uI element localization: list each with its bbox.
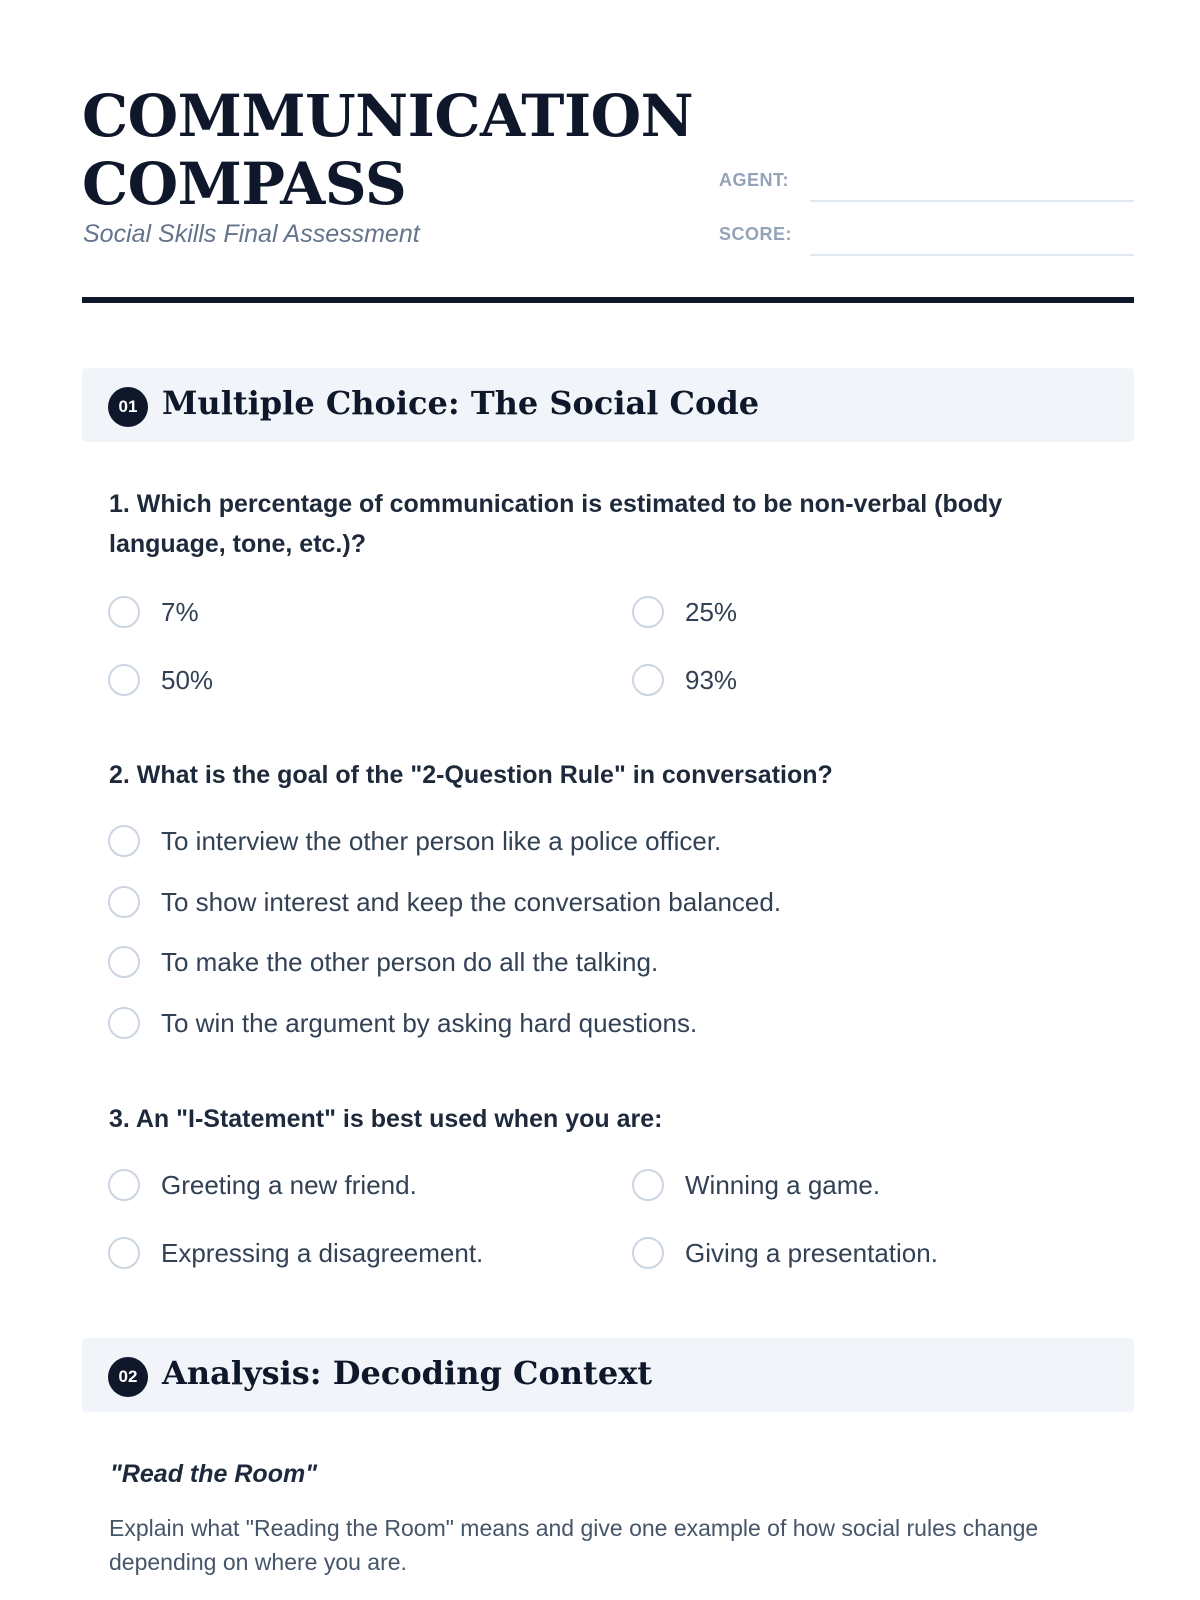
option-label: To show interest and keep the conversation balanced. — [161, 887, 782, 917]
radio-button[interactable] — [108, 886, 140, 918]
radio-button[interactable] — [108, 596, 140, 628]
option-label: 93% — [685, 665, 738, 695]
option-label: To interview the other person like a police officer. — [161, 826, 722, 856]
radio-button[interactable] — [632, 1237, 664, 1269]
radio-button[interactable] — [108, 664, 140, 696]
radio-button[interactable] — [108, 1007, 140, 1039]
header-divider — [82, 297, 1134, 303]
option-label: 7% — [161, 597, 199, 627]
radio-button[interactable] — [632, 1169, 664, 1201]
option-label: 25% — [685, 597, 738, 627]
section-header-multiple-choice — [82, 368, 1134, 442]
prompt-text: Explain what "Reading the Room" means and give one example of how social rules change depending on where you are. — [109, 1515, 1039, 1575]
agent-label: AGENT: — [719, 170, 789, 190]
agent-field — [719, 162, 1134, 202]
score-input-line[interactable] — [810, 254, 1134, 256]
option-label: Greeting a new friend. — [161, 1170, 417, 1200]
radio-button[interactable] — [108, 1237, 140, 1269]
section-number-badge: 02 — [108, 1357, 148, 1397]
radio-button[interactable] — [108, 1169, 140, 1201]
prompt-title: "Read the Room" — [110, 1460, 318, 1488]
question-3: 3. An "I-Statement" is best used when you are: — [109, 1105, 663, 1133]
option-label: To make the other person do all the talking. — [161, 947, 659, 977]
option-label: 50% — [161, 665, 214, 695]
page-subtitle: Social Skills Final Assessment — [83, 220, 420, 248]
page-title: COMMUNICATION COMPASS — [82, 82, 694, 218]
radio-button[interactable] — [632, 664, 664, 696]
score-label: SCORE: — [719, 224, 793, 244]
section-title: Analysis: Decoding Context — [162, 1354, 653, 1392]
assessment-page — [82, 0, 1134, 1575]
option-label: Winning a game. — [685, 1170, 881, 1200]
section-header-analysis — [82, 1338, 1134, 1412]
section-number-badge: 01 — [108, 387, 148, 427]
radio-button[interactable] — [108, 825, 140, 857]
option-label: To win the argument by asking hard questions. — [161, 1008, 698, 1038]
score-field — [719, 216, 1134, 256]
option-label: Giving a presentation. — [685, 1238, 938, 1268]
question-2: 2. What is the goal of the "2-Question Rule" in conversation? — [109, 761, 833, 789]
agent-input-line[interactable] — [810, 200, 1134, 202]
radio-button[interactable] — [632, 596, 664, 628]
question-1: 1. Which percentage of communication is estimated to be non-verbal (body language, tone, etc.)? — [109, 490, 1003, 558]
option-label: Expressing a disagreement. — [161, 1238, 484, 1268]
page-header — [82, 0, 1134, 305]
section-title: Multiple Choice: The Social Code — [162, 384, 760, 422]
radio-button[interactable] — [108, 946, 140, 978]
